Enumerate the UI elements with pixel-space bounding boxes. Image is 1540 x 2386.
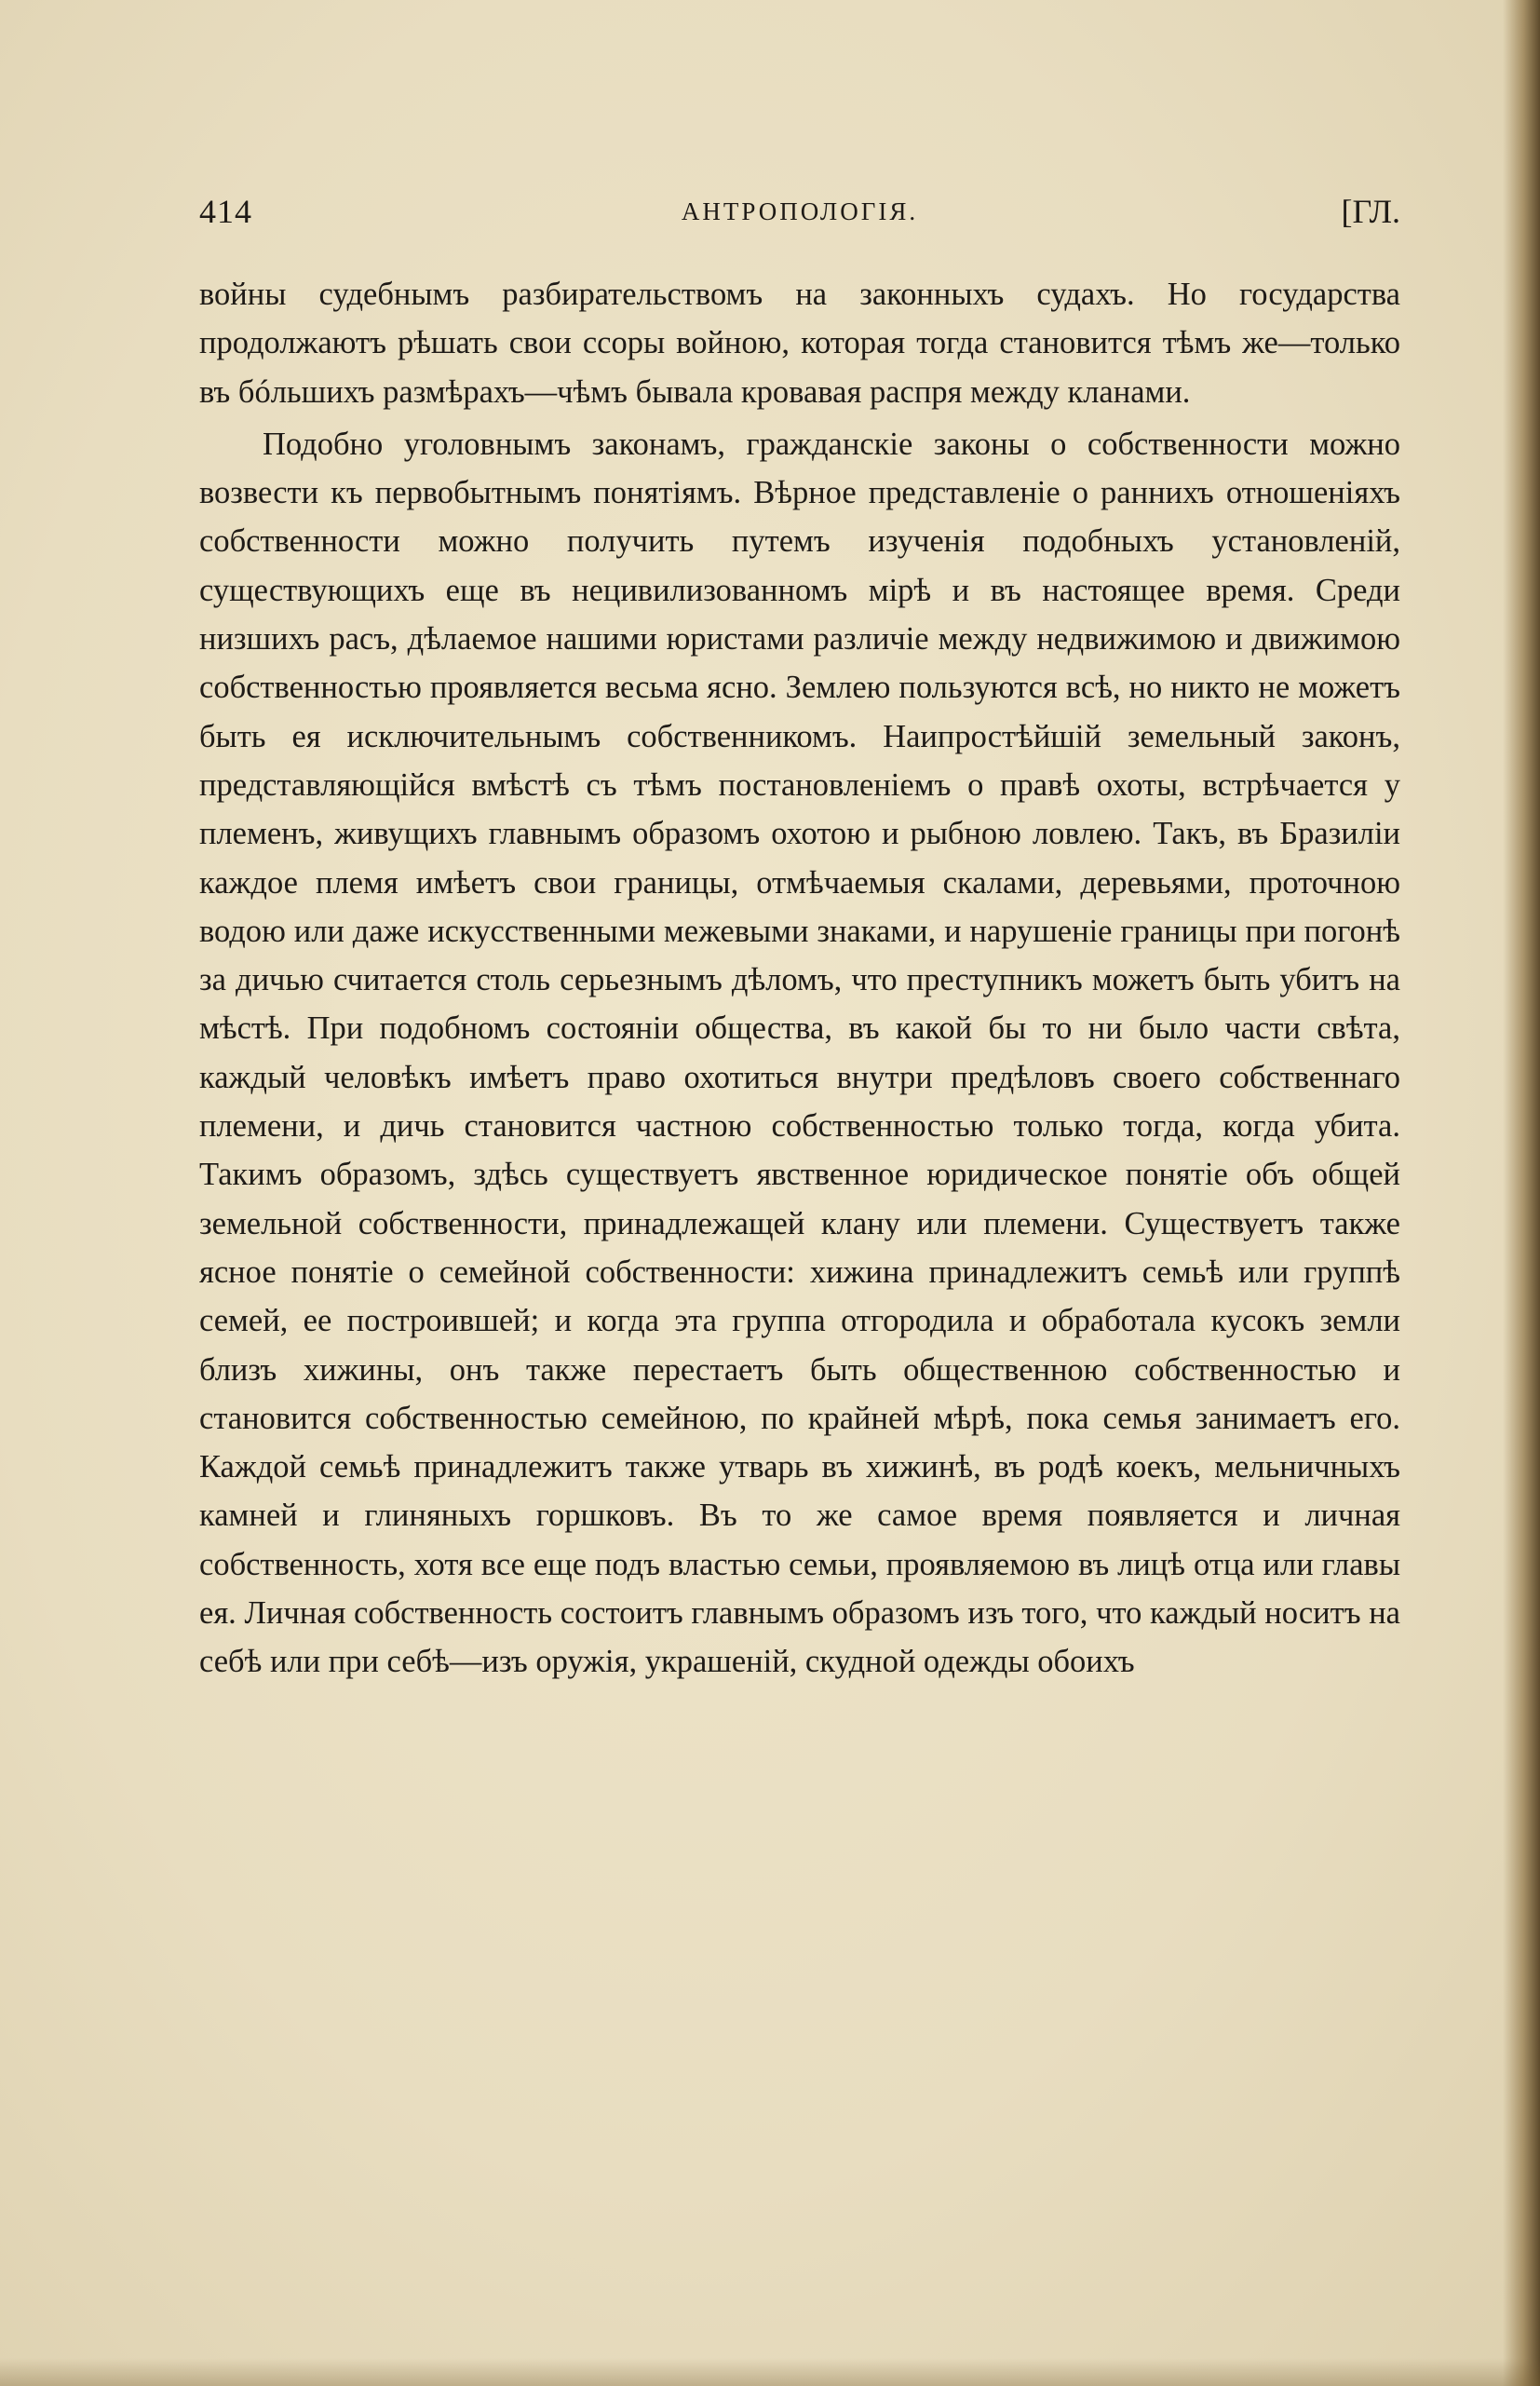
body-text: [199, 270, 1400, 1687]
page-edge-shadow: [1503, 0, 1540, 2386]
page-number: 414: [199, 193, 252, 230]
chapter-reference: [ГЛ.: [1341, 193, 1400, 230]
page-header: [199, 192, 1400, 238]
paragraph-continued: войны судебнымъ разбирательствомъ на законныхъ судахъ. Но государства продолжаютъ рѣшать свои ссоры войною, которая тогда становится тѣмъ же—только въ бóльшихъ размѣрахъ—чѣмъ бывала кровавая распря между кланами.: [199, 277, 1400, 410]
running-title: АНТРОПОЛОГІЯ.: [681, 197, 919, 225]
page-bottom-shadow: [0, 2358, 1540, 2386]
paragraph-property-laws: Подобно уголовнымъ законамъ, гражданскіе законы о собственности можно возвести къ первобытнымъ понятіямъ. Вѣрное представленіе о раннихъ отношеніяхъ собственности можно получить путемъ изученія подобныхъ установленій, существующихъ еще въ нецивилизованномъ мірѣ и въ настоящее время. Среди низшихъ расъ, дѣлаемое нашими юристами различіе между недвижимою и движимою собственностью проявляется весьма ясно. Землею пользуются всѣ, но никто не можетъ быть ея исключительнымъ собственникомъ. Наипростѣйшій земельный законъ, представляющійся вмѣстѣ съ тѣмъ постановленіемъ о правѣ охоты, встрѣчается у племенъ, живущихъ главнымъ образомъ охотою и рыбною ловлею. Такъ, въ Бразиліи каждое племя имѣетъ свои границы, отмѣчаемыя скалами, деревьями, проточною водою или даже искусственными межевыми знаками, и нарушеніе границы при погонѣ за дичью считается столь серьезнымъ дѣломъ, что преступникъ можетъ быть убитъ на мѣстѣ. При подобномъ состояніи общества, въ какой бы то ни было части свѣта, каждый человѣкъ имѣетъ право охотиться внутри предѣловъ своего собственнаго племени, и дичь становится частною собственностью только тогда, когда убита. Такимъ образомъ, здѣсь существуетъ явственное юридическое понятіе объ общей земельной собственности, принадлежащей клану или племени. Существуетъ также ясное понятіе о семейной собственности: хижина принадлежитъ семьѣ или группѣ семей, ее построившей; и когда эта группа отгородила и обработала кусокъ земли близъ хижины, онъ также перестаетъ быть общественною собственностью и становится собственностью семейною, по крайней мѣрѣ, пока семья занимаетъ его. Каждой семьѣ принадлежитъ также утварь въ хижинѣ, въ родѣ коекъ, мельничныхъ камней и глиняныхъ горшковъ. Въ то же самое время появляется и личная собственность, хотя все еще подъ властью семьи, проявляемою въ лицѣ отца или главы ея. Личная собственность состоитъ главнымъ образомъ изъ того, что каждый носитъ на себѣ или при себѣ—изъ оружія, украшеній, скудной одежды обоихъ: [199, 426, 1400, 1680]
